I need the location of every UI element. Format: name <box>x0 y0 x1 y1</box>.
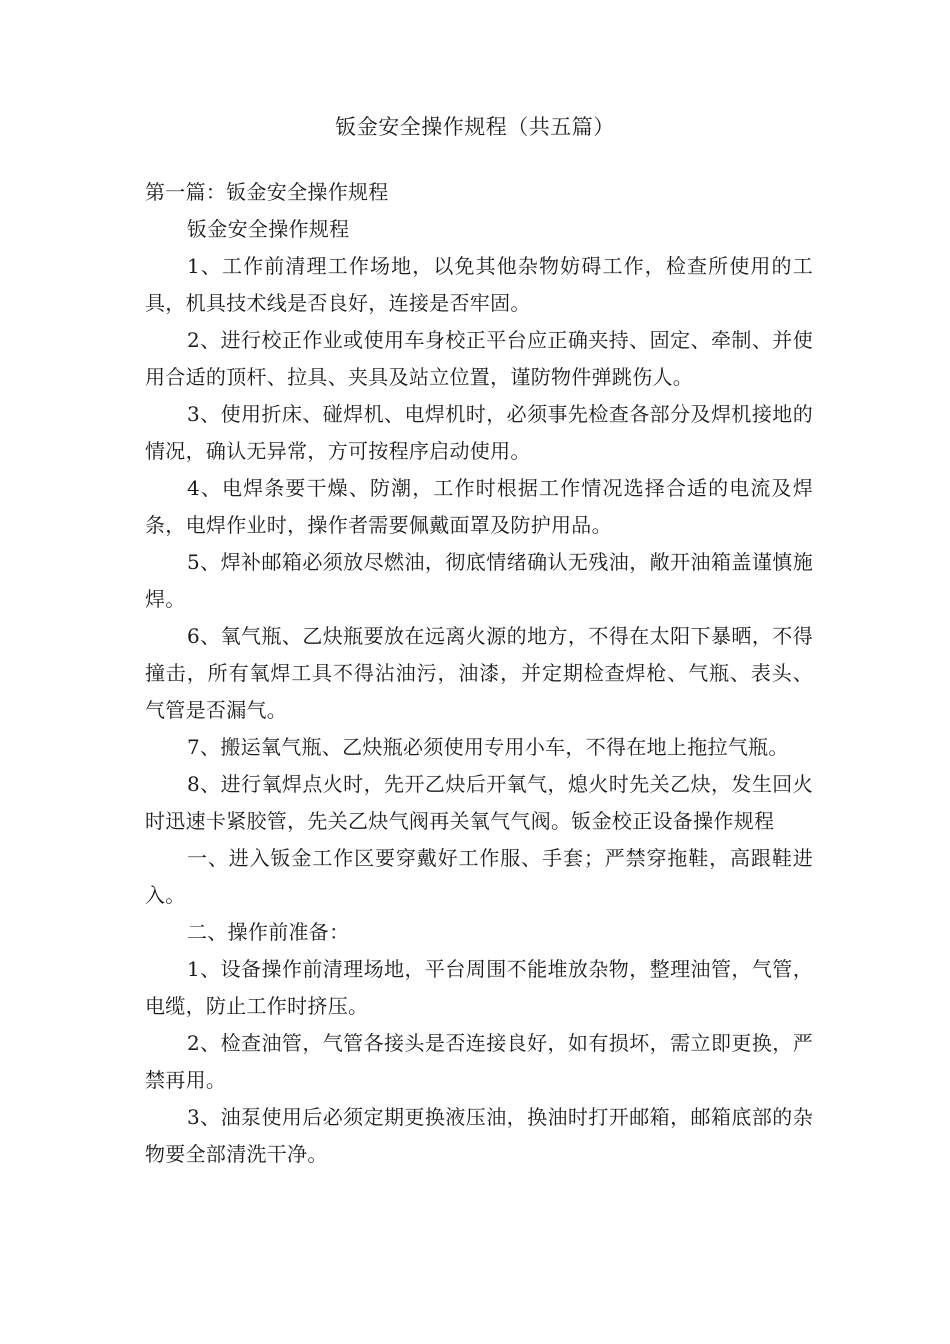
paragraph-rule-5: 5、焊补邮箱必须放尽燃油，彻底情绪确认无残油，敞开油箱盖谨慎施焊。 <box>145 550 813 611</box>
section-heading: 第一篇：钣金安全操作规程 <box>145 180 389 204</box>
paragraph-section-2: 二、操作前准备： <box>187 920 350 944</box>
paragraph-rule-8: 8、进行氧焊点火时，先开乙炔后开氧气，熄火时先关乙炔，发生回火时迅速卡紧胶管，先关乙炔气阀再关氧气气阀。钣金校正设备操作规程 <box>145 772 813 833</box>
paragraph-prep-1: 1、设备操作前清理场地，平台周围不能堆放杂物，整理油管，气管，电缆，防止工作时挤压。 <box>145 957 813 1018</box>
subsection-title: 钣金安全操作规程 <box>187 217 350 241</box>
paragraph-rule-6: 6、氧气瓶、乙炔瓶要放在远离火源的地方，不得在太阳下暴晒，不得撞击，所有氧焊工具不得沾油污，油漆，并定期检查焊枪、气瓶、表头、气管是否漏气。 <box>145 624 813 722</box>
document-title: 钣金安全操作规程（共五篇） <box>335 115 615 139</box>
paragraph-prep-2: 2、检查油管，气管各接头是否连接良好，如有损坏，需立即更换，严禁再用。 <box>145 1031 813 1092</box>
document-body <box>145 174 813 1173</box>
paragraph-rule-3: 3、使用折床、碰焊机、电焊机时，必须事先检查各部分及焊机接地的情况，确认无异常，方可按程序启动使用。 <box>145 402 813 463</box>
paragraph-rule-7: 7、搬运氧气瓶、乙炔瓶必须使用专用小车，不得在地上拖拉气瓶。 <box>187 735 789 759</box>
paragraph-rule-2: 2、进行校正作业或使用车身校正平台应正确夹持、固定、牵制、并使用合适的顶杆、拉具、夹具及站立位置，谨防物件弹跳伤人。 <box>145 328 813 389</box>
paragraph-prep-3: 3、油泵使用后必须定期更换液压油，换油时打开邮箱，邮箱底部的杂物要全部清洗干净。 <box>145 1105 813 1166</box>
paragraph-rule-4: 4、电焊条要干燥、防潮，工作时根据工作情况选择合适的电流及焊条，电焊作业时，操作者需要佩戴面罩及防护用品。 <box>145 476 813 537</box>
paragraph-rule-1: 1、工作前清理工作场地，以免其他杂物妨碍工作，检查所使用的工具，机具技术线是否良好，连接是否牢固。 <box>145 254 813 315</box>
paragraph-section-1: 一、进入钣金工作区要穿戴好工作服、手套；严禁穿拖鞋，高跟鞋进入。 <box>145 846 813 907</box>
